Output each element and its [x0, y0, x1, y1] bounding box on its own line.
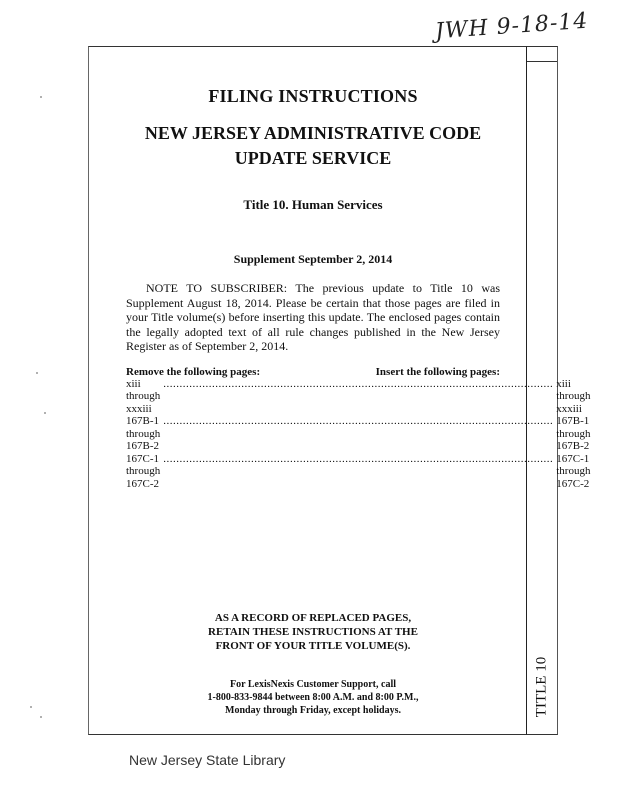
supplement-date: Supplement September 2, 2014 — [233, 252, 393, 266]
insert-pages-value: xiii through xxxiii — [556, 377, 591, 415]
title-number: Title 10. Human Services — [243, 197, 383, 212]
page-row — [126, 377, 591, 416]
remove-pages-value: xiii through xxxiii — [126, 377, 161, 415]
scan-speck — [36, 372, 38, 374]
main-content — [126, 86, 591, 490]
scan-speck — [44, 412, 46, 414]
record-line-1: AS A RECORD OF REPLACED PAGES, — [214, 612, 412, 624]
page-row — [126, 415, 591, 453]
insert-pages-value: 167C-1 through 167C-2 — [556, 452, 591, 490]
spine-tab — [526, 46, 558, 735]
subscriber-note: NOTE TO SUBSCRIBER: The previous update to Title 10 was Supplement August 18, 2014. Please be certain that those pages are filed in your Title volume(s) before inserting this update. The enclosed pages contain the legally adopted text of all rule changes published in the New Jersey Register as of September 2, 2014. — [126, 281, 500, 353]
pages-header-row — [126, 366, 500, 378]
remove-pages-header: Remove the following pages: — [126, 365, 261, 378]
handwritten-initials-date: JWH 9-18-14 — [433, 8, 589, 45]
remove-pages-value: 167B-1 through 167B-2 — [126, 415, 161, 452]
support-line-2: 1-800-833-9844 between 8:00 A.M. and 8:00 P.M., — [207, 692, 419, 703]
code-title — [126, 121, 500, 171]
insert-pages-header: Insert the following pages: — [375, 365, 500, 378]
support-line-1: For LexisNexis Customer Support, call — [229, 679, 396, 690]
scan-speck — [40, 716, 42, 718]
record-line-2: RETAIN THESE INSTRUCTIONS AT THE — [208, 626, 418, 638]
dot-leader: ........................................................................................................................ — [163, 452, 554, 465]
scan-speck — [40, 96, 42, 98]
support-line-3: Monday through Friday, except holidays. — [225, 705, 401, 716]
remove-pages-value: 167C-1 through 167C-2 — [126, 452, 161, 490]
customer-support-info — [126, 678, 500, 717]
library-stamp: New Jersey State Library — [129, 752, 286, 768]
page-row — [126, 452, 591, 491]
code-title-line2: UPDATE SERVICE — [234, 148, 392, 168]
dot-leader: ........................................................................................................................ — [163, 415, 554, 427]
scan-speck — [30, 706, 32, 708]
dot-leader: ........................................................................................................................ — [163, 377, 554, 390]
record-line-3: FRONT OF YOUR TITLE VOLUME(S). — [215, 640, 411, 652]
spine-divider — [527, 61, 557, 62]
record-instructions — [126, 611, 500, 653]
code-title-line1: NEW JERSEY ADMINISTRATIVE CODE — [144, 123, 482, 143]
spine-label: TITLE 10 — [533, 656, 550, 718]
page-title: FILING INSTRUCTIONS — [208, 86, 418, 106]
insert-pages-value: 167B-1 through 167B-2 — [556, 415, 591, 452]
